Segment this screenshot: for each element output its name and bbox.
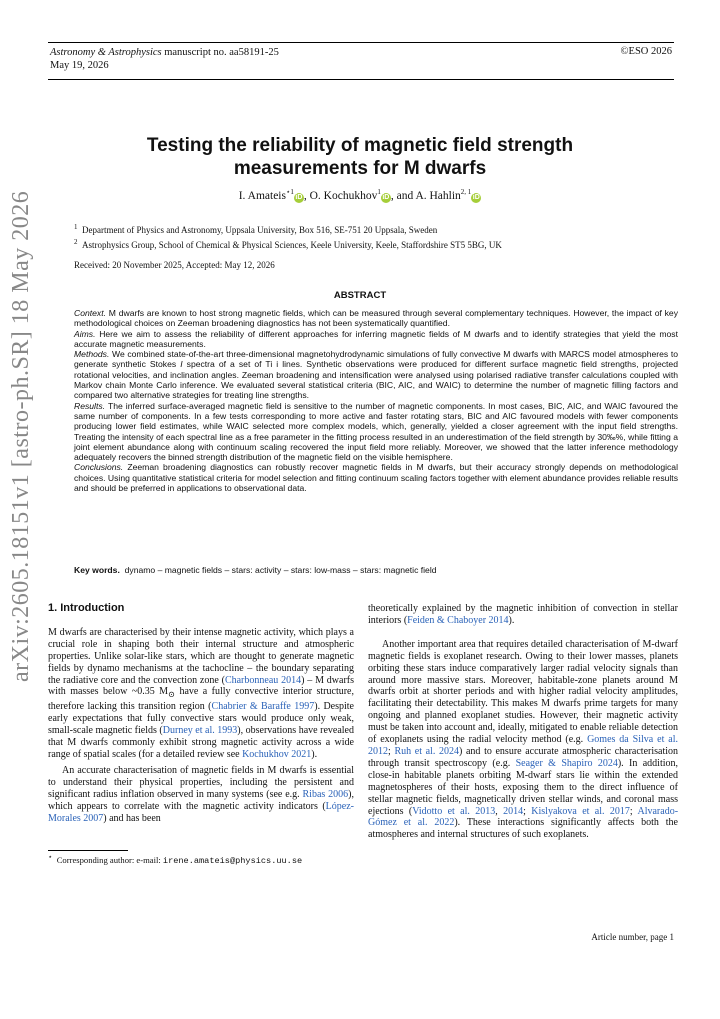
citation-link[interactable]: Ruh et al. 2024 [394,745,459,757]
copyright: ©ESO 2026 [620,46,672,57]
orcid-icon[interactable]: iD [382,193,390,201]
affiliation-number: 1 [74,223,78,231]
keywords-text: dynamo – magnetic fields – stars: activity – stars: low-mass – stars: magnetic field [124,565,437,575]
context-text: M dwarfs are known to host strong magnetic fields, which can be measured through several complementary techniques. However, the impact of key methodological choices on Zeeman broadening diagnostics has not been systematically quantified. [74,308,679,329]
citation-link[interactable]: 2014 [503,805,524,817]
abstract-results [74,401,678,463]
affiliation-1 [74,222,674,237]
solar-symbol: ⊙ [168,690,176,700]
author-1: I. Amateis [238,189,286,202]
citation-link[interactable]: Vidotto et al. 2013 [412,805,496,817]
body-text: ). In addition, close-in habitable planets orbiting M-dwarf stars lie within the extended magnetospheres of their hosts, exposing them to the direct influence of stellar magnetic fields, magnetically driven stellar winds, and coronal mass ejections ( [368,757,678,817]
affiliations [74,222,674,251]
citation-link[interactable]: Chabrier & Baraffe 1997 [211,701,315,713]
affiliation-text: Astrophysics Group, School of Chemical & Physical Sciences, Keele University, Keele, Staffordshire ST5 5BG, UK [82,239,502,250]
author-2-affil: 1 [377,188,381,196]
conclusions-text: Zeeman broadening diagnostics can robustly recover magnetic fields in M dwarfs, but their accuracy strongly depends on methodological choices. Using quantitative statistical criteria for model selection and fitting continuum scaling factors together with element abundance provides reliable results and should be preferred in applications to observational data. [74,462,678,494]
abstract-heading: ABSTRACT [333,290,387,301]
citation-link[interactable]: Feiden & Chaboyer 2014 [407,614,509,626]
manuscript-date: May 19, 2026 [50,60,109,71]
author-list: I. Amateis$^{⋆1}$iD , O. Kochukhov$^1$iD , and A. Hahlin$^{2, 1}$iD [238,188,480,202]
methods-label: Methods. [74,349,110,360]
stokes-symbol: I [180,359,183,370]
body-text: ). These interactions significantly affects both the atmospheres and internal structures of such exoplanets. [368,817,678,841]
conclusions-label: Conclusions. [74,462,124,473]
title-line-2: measurements for M dwarfs [233,158,487,179]
body-text: ). Despite early expectations that fully convective stars would produce only weak, small-scale magnetic fields ( [48,701,354,737]
author-1-affil: ⋆1 [285,188,294,196]
abstract-methods [74,349,678,400]
citation-link[interactable]: Seager & Shapiro 2024 [515,757,618,769]
citation-link[interactable]: Alvarado-Gómez et al. 2022 [368,805,679,829]
body-text: ; [629,805,638,817]
header-left [50,46,279,72]
citation-link[interactable]: Durney et al. 1993 [162,725,238,737]
aims-text: Here we aim to assess the reliability of different approaches for inferring magnetic fields of M dwarfs and to identify strategies that yield the most accurate magnetic measurements. [74,328,678,349]
methods-text: spectra of a set of Ti i lines. Synthetic observations were produced for different surface magnetic field strengths, projected rotational velocities, and inclination angles. Zeeman broadening and intensification were analysed using polarised radiative transfer calculations coupled with Markov chain Monte Carlo inference. We evaluated several statistical criteria (BIC, AIC, and WAIC) to determine the number of magnetic filling factors and compared two alternative strategies for treating line strengths. [74,359,678,401]
paragraph [48,627,354,761]
body-text: An accurate characterisation of magnetic fields in M dwarfs is essential to understand their physical properties, including the persistent and significant radius inflation observed in many systems (see e.g. [48,764,354,800]
paragraph [368,639,678,841]
methods-text: We combined state-of-the-art three-dimensional magnetohydrodynamic simulations of fully convective M dwarfs with MARCS model atmospheres to generate synthetic Stokes [74,349,678,370]
body-text: M dwarfs are characterised by their intense magnetic activity, which plays a crucial role in shaping both their internal structure and atmospheric properties. Unlike solar-like stars, which are thought to generate magnetic fields by dynamo mechanisms at the tachocline – the boundary separating the radiative core and the convection zone ( [48,626,354,686]
body-text: ), observations have revealed that M dwarfs commonly exhibit strong magnetic activity across a wide range of spatial scales (for a detailed review see [48,725,354,760]
body-text: theoretically explained by the magnetic inhibition of convection in stellar interiors ( [368,603,678,626]
author-3-affil: 2, 1 [460,188,472,196]
context-label: Context. [74,308,107,318]
body-text: ; [523,805,532,817]
paper-title [60,134,660,180]
citation-link[interactable]: Kislyakova et al. 2017 [531,805,630,817]
left-column [48,603,354,824]
author-email[interactable]: irene.amateis@physics.uu.se [162,855,303,866]
citation-link[interactable]: Charbonneau 2014 [224,674,302,686]
keywords-label: Key words. [74,565,120,575]
section-heading: 1. Introduction [48,602,125,614]
orcid-icon[interactable]: iD [295,193,303,201]
keywords [74,565,678,575]
body-text: ; [388,745,395,757]
body-text: Another important area that requires detailed characterisation of M-dwarf magnetic fields is exoplanet research. Owing to their lower masses, planets orbiting these stars induce comparatively larger radial velocity signals than around more massive stars. Moreover, habitable-zone planets around M dwarfs orbit at shorter periods and with higher radial velocity amplitudes, facilitating their detectability. This makes M dwarfs prime targets for many ongoing and planned exoplanet studies. However, their magnetic activity must be taken into account and, ideally, mitigated to enable reliable detection of exoplanets using the radial velocity method (e.g. [368,638,678,746]
author-2: O. Kochukhov [309,189,378,202]
title-line-1: Testing the reliability of magnetic field strength [146,135,574,156]
results-text: The inferred surface-averaged magnetic field is sensitive to the number of magnetic components. In most cases, BIC, AIC, and WAIC favoured the same number of components. In a few tests corresponding to more active and faster rotating stars, BIC and AIC favoured models with fewer components producing lower field estimates, while WAIC selected more complex models, which, generally, yielded a closer agreement with the input field strengths. Treating the intensity of each spectral line as a free parameter in the fitting process resulted in an underestimation of the field strength by 30‰%, while fitting a joint element abundance along with continuum scaling recovered the input field more reliably. Moreover, we showed that the latter inference methodology adequately recovers the binned strength distribution of the magnetic field on the visible hemisphere. [74,400,678,463]
abstract [74,308,678,493]
results-label: Results. [74,400,106,411]
body-text: ) – M dwarfs with masses below ~0.35 M [48,674,355,698]
citation-link[interactable]: Kochukhov 2021 [242,748,312,760]
footnote [48,853,368,866]
author-3: and A. Hahlin [396,189,461,202]
body-text: ) and has been [103,812,161,824]
affiliation-2 [74,237,674,252]
body-text: ) and to ensure accurate atmospheric characterisation through transit spectroscopy (e.g. [368,745,679,769]
body-text: ), which appears to correlate with the magnetic activity indicators ( [48,788,354,812]
body-text: ). [508,614,515,626]
abstract-context [74,308,678,329]
journal-header [48,42,674,80]
footnote-marker: ⋆ [48,853,53,861]
footnote-rule [48,850,128,851]
abstract-conclusions [74,462,678,493]
paragraph [368,603,678,627]
received-dates: Received: 20 November 2025, Accepted: May 12, 2026 [74,260,275,270]
footnote-label: Corresponding author: e-mail: [56,854,163,865]
affiliation-number: 2 [74,237,78,246]
affiliation-text: Department of Physics and Astronomy, Uppsala University, Box 516, SE-751 20 Uppsala, Sweden [82,225,438,235]
aims-label: Aims. [74,328,96,339]
body-text: ). [311,748,318,760]
orcid-icon[interactable]: iD [472,193,480,201]
paragraph [48,765,354,825]
citation-link[interactable]: Ribas 2006 [302,788,349,800]
citation-link[interactable]: Gomes da Silva et al. 2012 [368,734,678,757]
arxiv-stamp[interactable]: arXiv:2605.18151v1 [astro-ph.SR] 18 May 2026 [8,190,34,682]
abstract-aims [74,329,678,350]
manuscript-number: manuscript no. aa58191-25 [164,47,279,58]
page-footer: Article number, page 1 [591,932,674,942]
body-text: , [495,805,504,817]
right-column [368,603,678,841]
citation-link[interactable]: López-Morales 2007 [48,800,354,824]
body-text: have a fully convective interior structure, therefore lacking this transition region ( [48,686,354,713]
journal-name: Astronomy & Astrophysics [50,47,162,58]
